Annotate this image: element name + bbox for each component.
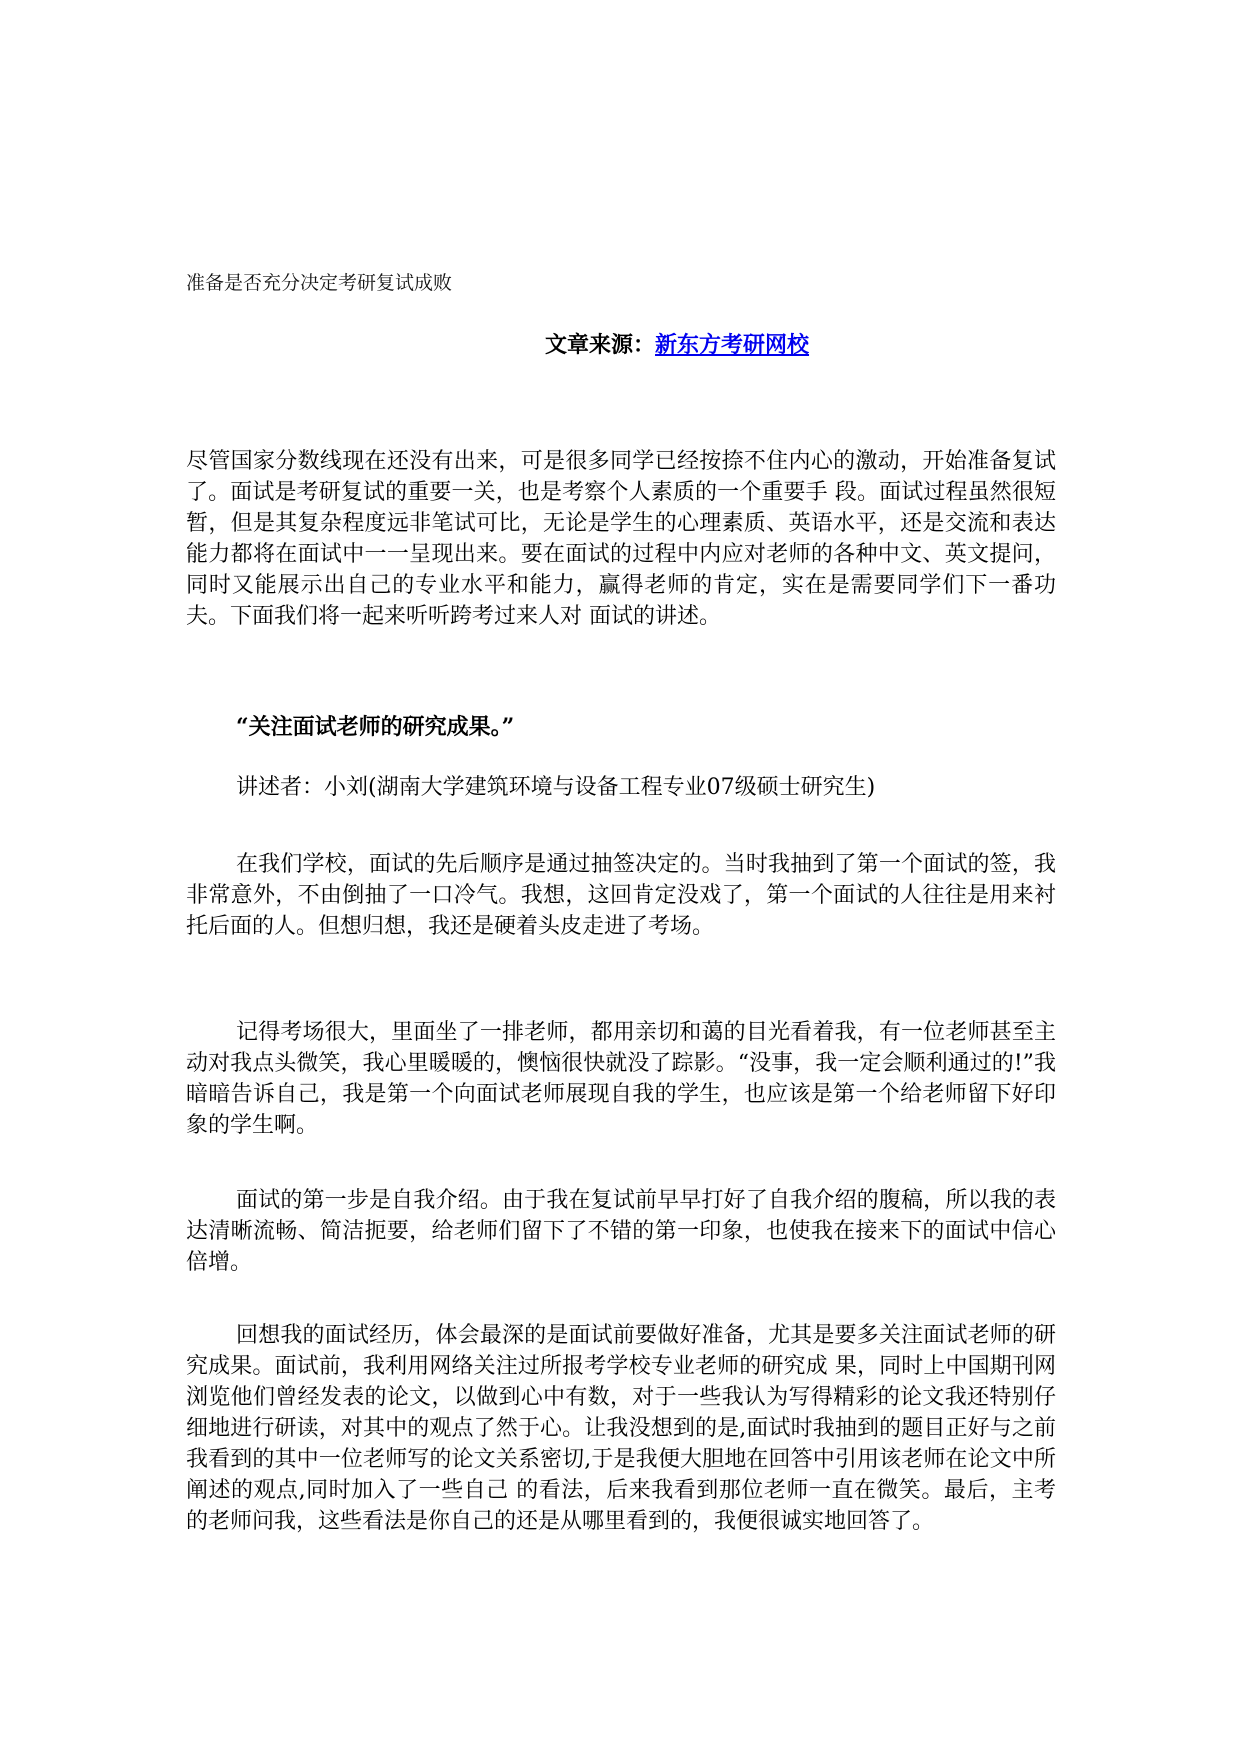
body-paragraph: 面试的第一步是自我介绍。由于我在复试前早早打好了自我介绍的腹稿，所以我的表达清晰流畅、简洁扼要，给老师们留下了不错的第一印象，也使我在接来下的面试中信心倍增。 <box>186 1188 1056 1275</box>
section-heading: “关注面试老师的研究成果。” <box>236 714 515 740</box>
intro-paragraph: 尽管国家分数线现在还没有出来，可是很多同学已经按捺不住内心的激动，开始准备复试了。面试是考研复试的重要一关，也是考察个人素质的一个重要手 段。面试过程虽然很短暂，但是其复杂程度远非笔试可比，无论是学生的心理素质、英语水平，还是交流和表达能力都将在面试中一一呈现出来。要在面试的过程中内应对老师的各种中文、英文提问，同时又能展示出自己的专业水平和能力，赢得老师的肯定，实在是需要同学们下一番功夫。下面我们将一起来听听跨考过来人对 面试的讲述。 <box>186 449 1056 629</box>
source-link[interactable]: 新东方考研网校 <box>655 332 810 358</box>
speaker-line: 讲述者：小刘(湖南大学建筑环境与设备工程专业07级硕士研究生) <box>236 775 876 800</box>
body-paragraph: 回想我的面试经历，体会最深的是面试前要做好准备，尤其是要多关注面试老师的研究成果。面试前，我利用网络关注过所报考学校专业老师的研究成 果，同时上中国期刊网浏览他们曾经发表的论文，以做到心中有数，对于一些我认为写得精彩的论文我还特别仔细地进行研读，对其中的观点了然于心。让我没想到的是,面试时我抽到的题目正好与之前我看到的其中一位老师写的论文关系密切,于是我便大胆地在回答中引用该老师在论文中所阐述的观点,同时加入了一些自己 的看法，后来我看到那位老师一直在微笑。最后，主考的老师问我，这些看法是你自己的还是从哪里看到的，我便很诚实地回答了。 <box>186 1323 1056 1534</box>
body-paragraph: 在我们学校，面试的先后顺序是通过抽签决定的。当时我抽到了第一个面试的签，我非常意外，不由倒抽了一口冷气。我想，这回肯定没戏了，第一个面试的人往往是用来衬托后面的人。但想归想，我还是硬着头皮走进了考场。 <box>186 852 1056 939</box>
source-label: 文章来源： <box>545 332 656 358</box>
body-paragraph: 记得考场很大，里面坐了一排老师，都用亲切和蔼的目光看着我，有一位老师甚至主动对我点头微笑，我心里暖暖的，懊恼很快就没了踪影。“没事，我一定会顺利通过的!”我暗暗告诉自己，我是第一个向面试老师展现自我的学生，也应该是第一个给老师留下好印象的学生啊。 <box>186 1020 1056 1138</box>
document-title: 准备是否充分决定考研复试成败 <box>186 272 453 294</box>
source-line <box>545 330 809 360</box>
